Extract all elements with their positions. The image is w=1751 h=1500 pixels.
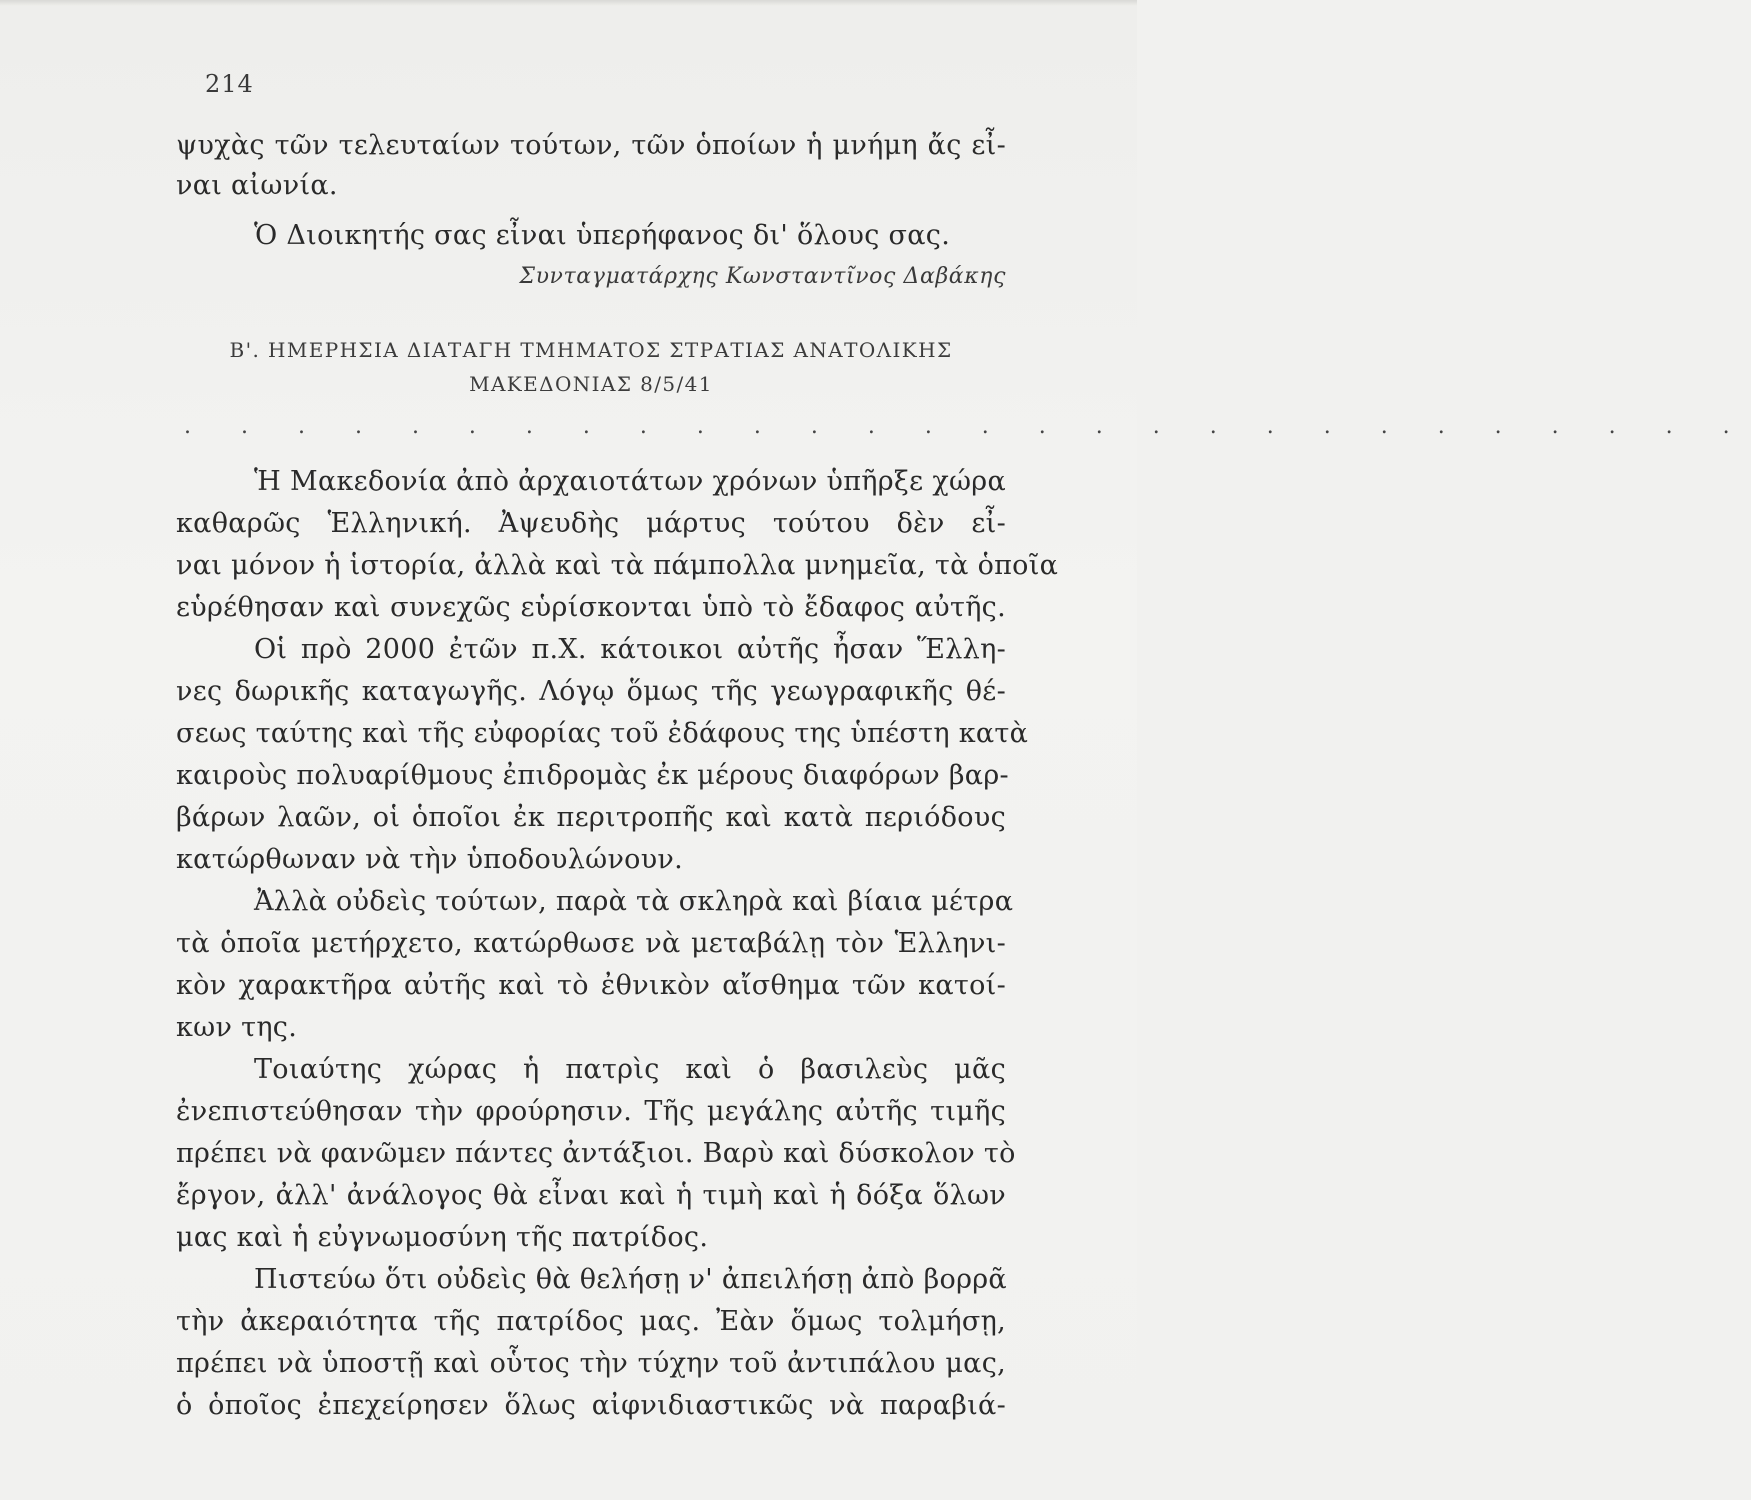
page-number: 214	[205, 70, 254, 98]
page-top-edge	[0, 0, 1137, 6]
text-line: κων της.	[176, 1012, 298, 1043]
text-line: καθαρῶς Ἑλληνική. Ἀψευδὴς μάρτυς τούτου δὲν εἶ-	[176, 508, 1006, 539]
text-line: τὰ ὁποῖα μετήρχετο, κατώρθωσε νὰ μεταβάλῃ τὸν Ἑλληνι-	[176, 928, 1006, 959]
omission-dots: . . . . . . . . . . . . . . . . . . . . . . . . . . . .	[184, 414, 1751, 439]
text-line: Ὁ Διοικητής σας εἶναι ὑπερήφανος δι' ὅλους σας.	[254, 220, 951, 251]
text-line: μας καὶ ἡ εὐγνωμοσύνη τῆς πατρίδος.	[176, 1222, 709, 1253]
text-line: καιροὺς πολυαρίθμους ἐπιδρομὰς ἐκ μέρους διαφόρων βαρ-	[176, 760, 1009, 791]
text-line: σεως ταύτης καὶ τῆς εὐφορίας τοῦ ἐδάφους της ὑπέστη κατὰ	[176, 718, 1029, 749]
text-line: ναι μόνον ἡ ἱστορία, ἀλλὰ καὶ τὰ πάμπολλα μνημεῖα, τὰ ὁποῖα	[176, 550, 1059, 581]
text-line: ἔργον, ἀλλ' ἀνάλογος θὰ εἶναι καὶ ἡ τιμὴ καὶ ἡ δόξα ὅλων	[176, 1180, 1006, 1211]
text-line: ψυχὰς τῶν τελευταίων τούτων, τῶν ὁποίων ἡ μνήμη ἄς εἶ-	[176, 130, 1006, 161]
text-line: κὸν χαρακτῆρα αὐτῆς καὶ τὸ ἐθνικὸν αἴσθημα τῶν κατοί-	[176, 970, 1006, 1001]
text-line: κατώρθωναν νὰ τὴν ὑποδουλώνουν.	[176, 844, 684, 875]
text-line: ναι αἰωνία.	[176, 170, 338, 201]
text-line: Τοιαύτης χώρας ἡ πατρὶς καὶ ὁ βασιλεὺς μᾶς	[254, 1054, 1006, 1085]
text-line: τὴν ἀκεραιότητα τῆς πατρίδος μας. Ἐὰν ὅμως τολμήσῃ,	[176, 1306, 1006, 1337]
text-line: νες δωρικῆς καταγωγῆς. Λόγῳ ὅμως τῆς γεωγραφικῆς θέ-	[176, 676, 1006, 707]
text-line: Ἀλλὰ οὐδεὶς τούτων, παρὰ τὰ σκληρὰ καὶ βίαια μέτρα	[254, 886, 1014, 917]
text-line: πρέπει νὰ ὑποστῇ καὶ οὗτος τὴν τύχην τοῦ ἀντιπάλου μας,	[176, 1348, 1006, 1379]
text-line: πρέπει νὰ φανῶμεν πάντες ἀντάξιοι. Βαρὺ καὶ δύσκολον τὸ	[176, 1138, 1016, 1169]
text-line: εὑρέθησαν καὶ συνεχῶς εὑρίσκονται ὑπὸ τὸ ἔδαφος αὐτῆς.	[176, 592, 1006, 623]
signature: Συνταγματάρχης Κωνσταντῖνος Δαβάκης	[519, 264, 1006, 289]
text-line: Οἱ πρὸ 2000 ἐτῶν π.Χ. κάτοικοι αὐτῆς ἦσαν Ἕλλη-	[254, 634, 1006, 665]
text-line: ὁ ὁποῖος ἐπεχείρησεν ὅλως αἰφνιδιαστικῶς νὰ παραβιά-	[176, 1390, 1006, 1421]
text-line: Πιστεύω ὅτι οὐδεὶς θὰ θελήσῃ ν' ἀπειλήσῃ ἀπὸ βορρᾶ	[254, 1264, 1007, 1295]
order-heading-line-1: Β'. ΗΜΕΡΗΣΙΑ ΔΙΑΤΑΓΗ ΤΜΗΜΑΤΟΣ ΣΤΡΑΤΙΑΣ ΑΝΑΤΟΛΙΚΗΣ	[229, 338, 953, 362]
text-line: Ἡ Μακεδονία ἀπὸ ἀρχαιοτάτων χρόνων ὑπῆρξε χώρα	[254, 466, 1006, 497]
order-heading-line-2: ΜΑΚΕΔΟΝΙΑΣ 8/5/41	[469, 372, 713, 396]
text-line: ἐνεπιστεύθησαν τὴν φρούρησιν. Τῆς μεγάλης αὐτῆς τιμῆς	[176, 1096, 1006, 1127]
text-line: βάρων λαῶν, οἱ ὁποῖοι ἐκ περιτροπῆς καὶ κατὰ περιόδους	[176, 802, 1006, 833]
